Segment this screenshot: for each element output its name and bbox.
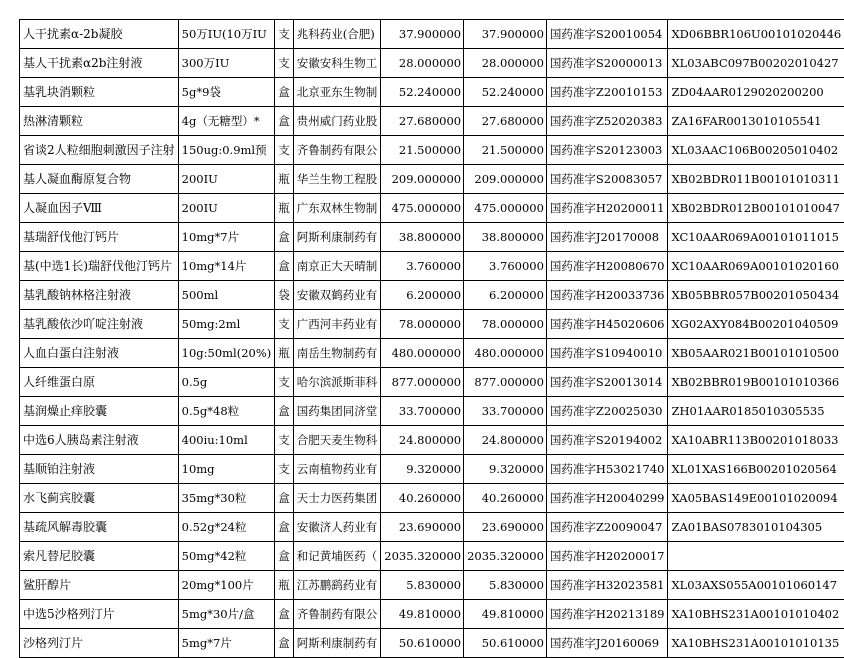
code-cell[interactable]: ZD04AAR0129020200200 [668, 78, 844, 107]
approval-number-cell[interactable]: 国药准字J20170008 [546, 223, 668, 252]
code-cell[interactable]: XL03ABC097B00202010427 [668, 49, 844, 78]
approval-number-cell[interactable]: 国药准字H20200011 [546, 194, 668, 223]
manufacturer-cell[interactable]: 南京正大天晴制 [293, 252, 381, 281]
price-cell[interactable]: 33.700000 [381, 397, 464, 426]
manufacturer-cell[interactable]: 哈尔滨派斯菲科 [293, 368, 381, 397]
specification-cell[interactable]: 50mg:2ml [178, 310, 275, 339]
price-cell[interactable]: 28.000000 [381, 49, 464, 78]
drug-name-cell[interactable]: 沙格列汀片 [20, 629, 179, 658]
retail-price-cell[interactable]: 3.760000 [464, 252, 547, 281]
code-cell[interactable]: XA05BAS149E00101020094 [668, 484, 844, 513]
code-cell[interactable]: XB02BDR011B00101010311 [668, 165, 844, 194]
unit-cell[interactable]: 盒 [275, 484, 294, 513]
unit-cell[interactable]: 盒 [275, 397, 294, 426]
unit-cell[interactable]: 盒 [275, 78, 294, 107]
approval-number-cell[interactable]: 国药准字S20000013 [546, 49, 668, 78]
price-cell[interactable]: 37.900000 [381, 20, 464, 49]
price-cell[interactable]: 9.320000 [381, 455, 464, 484]
unit-cell[interactable]: 瓶 [275, 165, 294, 194]
retail-price-cell[interactable]: 40.260000 [464, 484, 547, 513]
retail-price-cell[interactable]: 209.000000 [464, 165, 547, 194]
unit-cell[interactable]: 盒 [275, 223, 294, 252]
code-cell[interactable]: XB02BDR012B00101010047 [668, 194, 844, 223]
price-cell[interactable]: 78.000000 [381, 310, 464, 339]
code-cell[interactable]: XA10BHS231A00101010402 [668, 600, 844, 629]
unit-cell[interactable]: 瓶 [275, 571, 294, 600]
approval-number-cell[interactable]: 国药准字Z52020383 [546, 107, 668, 136]
specification-cell[interactable]: 35mg*30粒 [178, 484, 275, 513]
code-cell[interactable]: XL01XAS166B00201020564 [668, 455, 844, 484]
approval-number-cell[interactable]: 国药准字Z20010153 [546, 78, 668, 107]
code-cell[interactable]: ZA16FAR0013010105541 [668, 107, 844, 136]
specification-cell[interactable]: 500ml [178, 281, 275, 310]
approval-number-cell[interactable]: 国药准字Z20025030 [546, 397, 668, 426]
specification-cell[interactable]: 5mg*30片/盒 [178, 600, 275, 629]
approval-number-cell[interactable]: 国药准字S20083057 [546, 165, 668, 194]
price-cell[interactable]: 209.000000 [381, 165, 464, 194]
unit-cell[interactable]: 盒 [275, 600, 294, 629]
price-cell[interactable]: 5.830000 [381, 571, 464, 600]
manufacturer-cell[interactable]: 广东双林生物制 [293, 194, 381, 223]
unit-cell[interactable]: 支 [275, 455, 294, 484]
price-cell[interactable]: 23.690000 [381, 513, 464, 542]
table-row [20, 223, 844, 252]
price-cell[interactable]: 27.680000 [381, 107, 464, 136]
unit-cell[interactable]: 袋 [275, 281, 294, 310]
specification-cell[interactable]: 0.52g*24粒 [178, 513, 275, 542]
manufacturer-cell[interactable]: 北京亚东生物制 [293, 78, 381, 107]
price-cell[interactable]: 6.200000 [381, 281, 464, 310]
manufacturer-cell[interactable]: 广西河丰药业有 [293, 310, 381, 339]
manufacturer-cell[interactable]: 齐鲁制药有限公 [293, 136, 381, 165]
table-row [20, 194, 844, 223]
table-row [20, 339, 844, 368]
manufacturer-cell[interactable]: 安徽济人药业有 [293, 513, 381, 542]
table-row [20, 368, 844, 397]
drug-name-cell[interactable]: 基瑞舒伐他汀钙片 [20, 223, 179, 252]
unit-cell[interactable]: 盒 [275, 252, 294, 281]
approval-number-cell[interactable]: 国药准字H32023581 [546, 571, 668, 600]
drug-name-cell[interactable]: 中选6人胰岛素注射液 [20, 426, 179, 455]
manufacturer-cell[interactable]: 华兰生物工程股 [293, 165, 381, 194]
table-row [20, 397, 844, 426]
table-row [20, 600, 844, 629]
specification-cell[interactable]: 5mg*7片 [178, 629, 275, 658]
table-row [20, 252, 844, 281]
retail-price-cell[interactable]: 480.000000 [464, 339, 547, 368]
specification-cell[interactable]: 50万IU(10万IU [178, 20, 275, 49]
unit-cell[interactable]: 支 [275, 368, 294, 397]
manufacturer-cell[interactable]: 合肥天麦生物科 [293, 426, 381, 455]
code-cell[interactable]: XL03AXS055A00101060147 [668, 571, 844, 600]
manufacturer-cell[interactable]: 安徽安科生物工 [293, 49, 381, 78]
specification-cell[interactable]: 150ug:0.9ml预 [178, 136, 275, 165]
price-cell[interactable]: 480.000000 [381, 339, 464, 368]
retail-price-cell[interactable]: 33.700000 [464, 397, 547, 426]
specification-cell[interactable]: 10g:50ml(20%) [178, 339, 275, 368]
unit-cell[interactable]: 支 [275, 136, 294, 165]
retail-price-cell[interactable]: 50.610000 [464, 629, 547, 658]
specification-cell[interactable]: 200IU [178, 194, 275, 223]
unit-cell[interactable]: 支 [275, 426, 294, 455]
unit-cell[interactable]: 盒 [275, 629, 294, 658]
specification-cell[interactable]: 4g（无糖型）* [178, 107, 275, 136]
price-cell[interactable]: 52.240000 [381, 78, 464, 107]
table-row [20, 107, 844, 136]
unit-cell[interactable]: 支 [275, 310, 294, 339]
table-row [20, 165, 844, 194]
table-row [20, 571, 844, 600]
manufacturer-cell[interactable]: 阿斯利康制药有 [293, 223, 381, 252]
retail-price-cell[interactable]: 49.810000 [464, 600, 547, 629]
specification-cell[interactable]: 0.5g [178, 368, 275, 397]
approval-number-cell[interactable]: 国药准字H45020606 [546, 310, 668, 339]
unit-cell[interactable]: 盒 [275, 107, 294, 136]
specification-cell[interactable]: 200IU [178, 165, 275, 194]
manufacturer-cell[interactable]: 安徽双鹤药业有 [293, 281, 381, 310]
manufacturer-cell[interactable]: 国药集团同济堂 [293, 397, 381, 426]
approval-number-cell[interactable]: 国药准字H53021740 [546, 455, 668, 484]
drug-name-cell[interactable]: 基顺铂注射液 [20, 455, 179, 484]
table-row [20, 513, 844, 542]
table-row [20, 20, 844, 49]
manufacturer-cell[interactable]: 南岳生物制药有 [293, 339, 381, 368]
retail-price-cell[interactable]: 475.000000 [464, 194, 547, 223]
drug-name-cell[interactable]: 基人凝血酶原复合物 [20, 165, 179, 194]
code-cell[interactable]: XB02BBR019B00101010366 [668, 368, 844, 397]
drug-name-cell[interactable]: 人凝血因子Ⅷ [20, 194, 179, 223]
price-cell[interactable]: 50.610000 [381, 629, 464, 658]
unit-cell[interactable]: 瓶 [275, 339, 294, 368]
price-cell[interactable]: 475.000000 [381, 194, 464, 223]
retail-price-cell[interactable]: 78.000000 [464, 310, 547, 339]
specification-cell[interactable]: 400iu:10ml [178, 426, 275, 455]
approval-number-cell[interactable]: 国药准字H20200017 [546, 542, 668, 571]
retail-price-cell[interactable]: 23.690000 [464, 513, 547, 542]
manufacturer-cell[interactable]: 齐鲁制药有限公 [293, 600, 381, 629]
code-cell[interactable]: XB05AAR021B00101010500 [668, 339, 844, 368]
code-cell[interactable] [668, 542, 844, 571]
drug-name-cell[interactable]: 人血白蛋白注射液 [20, 339, 179, 368]
table-row [20, 455, 844, 484]
approval-number-cell[interactable]: 国药准字S20013014 [546, 368, 668, 397]
retail-price-cell[interactable]: 9.320000 [464, 455, 547, 484]
retail-price-cell[interactable]: 37.900000 [464, 20, 547, 49]
approval-number-cell[interactable]: 国药准字Z20090047 [546, 513, 668, 542]
table-row [20, 281, 844, 310]
retail-price-cell[interactable]: 28.000000 [464, 49, 547, 78]
code-cell[interactable]: XA10BHS231A00101010135 [668, 629, 844, 658]
unit-cell[interactable]: 支 [275, 49, 294, 78]
drug-name-cell[interactable]: 中选5沙格列汀片 [20, 600, 179, 629]
code-cell[interactable]: ZA01BAS0783010104305 [668, 513, 844, 542]
approval-number-cell[interactable]: 国药准字S20010054 [546, 20, 668, 49]
table-body [20, 20, 844, 658]
manufacturer-cell[interactable]: 和记黄埔医药（ [293, 542, 381, 571]
specification-cell[interactable]: 50mg*42粒 [178, 542, 275, 571]
specification-cell[interactable]: 300万IU [178, 49, 275, 78]
code-cell[interactable]: XB05BBR057B00201050434 [668, 281, 844, 310]
table-row [20, 78, 844, 107]
drug-name-cell[interactable]: 鲨肝醇片 [20, 571, 179, 600]
code-cell[interactable]: XD06BBR106U00101020446 [668, 20, 844, 49]
drug-name-cell[interactable]: 索凡替尼胶囊 [20, 542, 179, 571]
approval-number-cell[interactable]: 国药准字H20033736 [546, 281, 668, 310]
retail-price-cell[interactable]: 5.830000 [464, 571, 547, 600]
code-cell[interactable]: XG02AXY084B00201040509 [668, 310, 844, 339]
price-cell[interactable]: 24.800000 [381, 426, 464, 455]
table-row [20, 542, 844, 571]
code-cell[interactable]: XC10AAR069A00101011015 [668, 223, 844, 252]
price-cell[interactable]: 21.500000 [381, 136, 464, 165]
specification-cell[interactable]: 10mg [178, 455, 275, 484]
drug-name-cell[interactable]: 基乳酸钠林格注射液 [20, 281, 179, 310]
drug-name-cell[interactable]: 人纤维蛋白原 [20, 368, 179, 397]
table-row [20, 49, 844, 78]
price-cell[interactable]: 49.810000 [381, 600, 464, 629]
drug-name-cell[interactable]: 基乳酸依沙吖啶注射液 [20, 310, 179, 339]
unit-cell[interactable]: 盒 [275, 513, 294, 542]
approval-number-cell[interactable]: 国药准字H20040299 [546, 484, 668, 513]
unit-cell[interactable]: 瓶 [275, 194, 294, 223]
drug-name-cell[interactable]: 基润燥止痒胶囊 [20, 397, 179, 426]
drug-name-cell[interactable]: 基(中选1长)瑞舒伐他汀钙片 [20, 252, 179, 281]
retail-price-cell[interactable]: 38.800000 [464, 223, 547, 252]
drug-name-cell[interactable]: 省谈2人粒细胞刺激因子注射 [20, 136, 179, 165]
drug-price-table [19, 19, 844, 658]
specification-cell[interactable]: 20mg*100片 [178, 571, 275, 600]
price-cell[interactable]: 2035.320000 [381, 542, 464, 571]
drug-name-cell[interactable]: 基人干扰素α2b注射液 [20, 49, 179, 78]
retail-price-cell[interactable]: 52.240000 [464, 78, 547, 107]
price-cell[interactable]: 877.000000 [381, 368, 464, 397]
retail-price-cell[interactable]: 27.680000 [464, 107, 547, 136]
specification-cell[interactable]: 10mg*7片 [178, 223, 275, 252]
approval-number-cell[interactable]: 国药准字S20194002 [546, 426, 668, 455]
unit-cell[interactable]: 盒 [275, 542, 294, 571]
price-cell[interactable]: 3.760000 [381, 252, 464, 281]
manufacturer-cell[interactable]: 阿斯利康制药有 [293, 629, 381, 658]
manufacturer-cell[interactable]: 兆科药业(合肥) [293, 20, 381, 49]
table-row [20, 629, 844, 658]
retail-price-cell[interactable]: 2035.320000 [464, 542, 547, 571]
retail-price-cell[interactable]: 24.800000 [464, 426, 547, 455]
approval-number-cell[interactable]: 国药准字S20123003 [546, 136, 668, 165]
table-row [20, 136, 844, 165]
drug-name-cell[interactable]: 人干扰素α-2b凝胶 [20, 20, 179, 49]
manufacturer-cell[interactable]: 江苏鹏鹞药业有 [293, 571, 381, 600]
manufacturer-cell[interactable]: 贵州威门药业股 [293, 107, 381, 136]
specification-cell[interactable]: 0.5g*48粒 [178, 397, 275, 426]
table-row [20, 426, 844, 455]
code-cell[interactable]: XL03AAC106B00205010402 [668, 136, 844, 165]
approval-number-cell[interactable]: 国药准字S10940010 [546, 339, 668, 368]
approval-number-cell[interactable]: 国药准字J20160069 [546, 629, 668, 658]
specification-cell[interactable]: 10mg*14片 [178, 252, 275, 281]
code-cell[interactable]: XA10ABR113B00201018033 [668, 426, 844, 455]
code-cell[interactable]: XC10AAR069A00101020160 [668, 252, 844, 281]
unit-cell[interactable]: 支 [275, 20, 294, 49]
price-cell[interactable]: 40.260000 [381, 484, 464, 513]
retail-price-cell[interactable]: 21.500000 [464, 136, 547, 165]
price-cell[interactable]: 38.800000 [381, 223, 464, 252]
specification-cell[interactable]: 5g*9袋 [178, 78, 275, 107]
drug-name-cell[interactable]: 基乳块消颗粒 [20, 78, 179, 107]
retail-price-cell[interactable]: 877.000000 [464, 368, 547, 397]
approval-number-cell[interactable]: 国药准字H20213189 [546, 600, 668, 629]
table-row [20, 310, 844, 339]
manufacturer-cell[interactable]: 天士力医药集团 [293, 484, 381, 513]
code-cell[interactable]: ZH01AAR0185010305535 [668, 397, 844, 426]
drug-name-cell[interactable]: 水飞蓟宾胶囊 [20, 484, 179, 513]
table-row [20, 484, 844, 513]
drug-name-cell[interactable]: 热淋清颗粒 [20, 107, 179, 136]
approval-number-cell[interactable]: 国药准字H20080670 [546, 252, 668, 281]
retail-price-cell[interactable]: 6.200000 [464, 281, 547, 310]
manufacturer-cell[interactable]: 云南植物药业有 [293, 455, 381, 484]
drug-name-cell[interactable]: 基疏风解毒胶囊 [20, 513, 179, 542]
